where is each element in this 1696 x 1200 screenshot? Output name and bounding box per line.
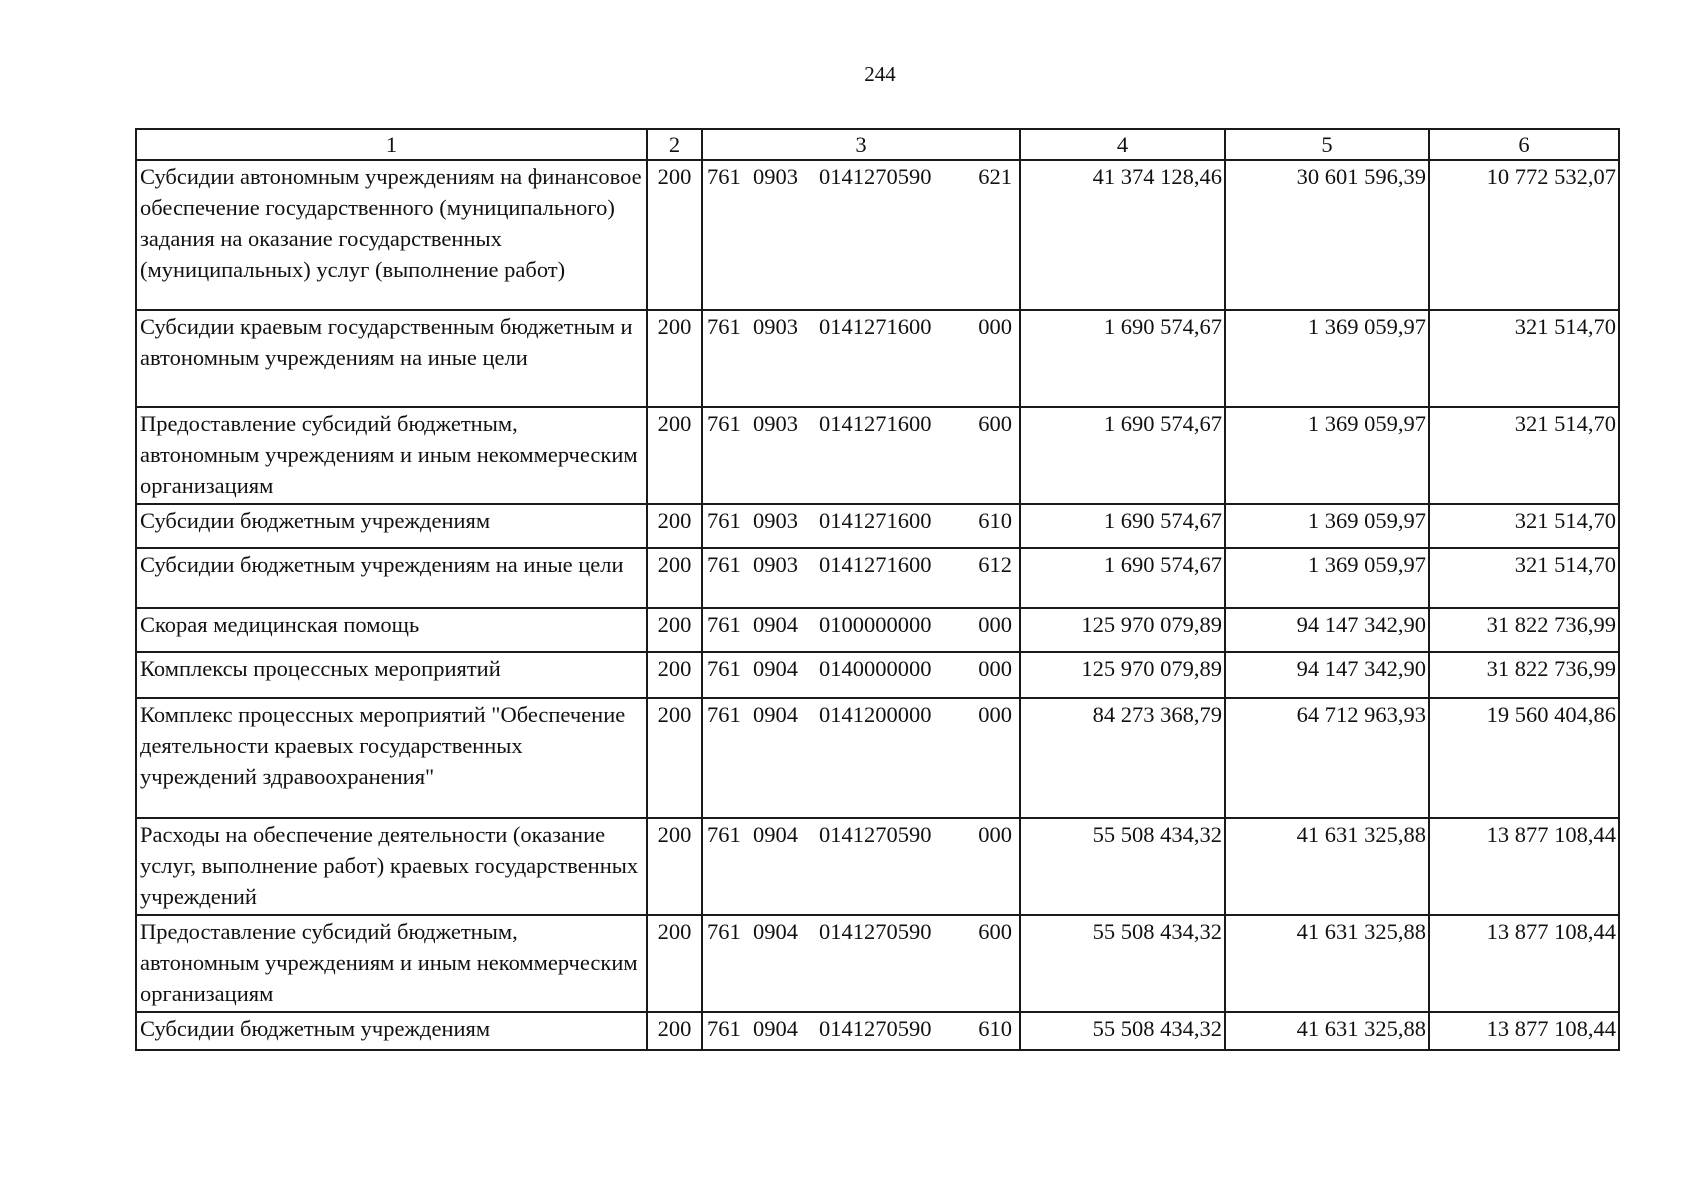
row-col5: 41 631 325,88	[1225, 818, 1429, 915]
row-code-a: 761	[707, 314, 741, 339]
row-code-d: 610	[978, 508, 1012, 533]
row-code-c: 0100000000	[819, 612, 932, 637]
row-code-d: 000	[978, 314, 1012, 339]
row-code-d: 610	[978, 1016, 1012, 1041]
row-name: Субсидии бюджетным учреждениям	[136, 1012, 647, 1050]
table-row	[136, 1012, 1619, 1050]
row-code-cell	[702, 504, 1020, 548]
row-code-d: 621	[978, 164, 1012, 189]
row-code-a: 761	[707, 822, 741, 847]
row-name: Субсидии бюджетным учреждениям	[136, 504, 647, 548]
row-col6: 13 877 108,44	[1429, 915, 1619, 1012]
row-name: Предоставление субсидий бюджетным, автономным учреждениям и иным некоммерческим организациям	[136, 915, 647, 1012]
row-code-d: 612	[978, 552, 1012, 577]
row-col4: 55 508 434,32	[1020, 1012, 1225, 1050]
row-code-d: 000	[978, 612, 1012, 637]
row-code-c: 0141200000	[819, 702, 932, 727]
row-name: Комплексы процессных мероприятий	[136, 652, 647, 698]
page-number: 244	[864, 62, 896, 86]
row-code-cell	[702, 818, 1020, 915]
row-name: Комплекс процессных мероприятий "Обеспечение деятельности краевых государственных учреждений здравоохранения"	[136, 698, 647, 818]
row-code-c: 0141271600	[819, 411, 932, 436]
row-col6: 321 514,70	[1429, 407, 1619, 504]
row-code-a: 761	[707, 552, 741, 577]
row-code-a: 761	[707, 1016, 741, 1041]
row-code-b: 0903	[753, 164, 798, 189]
row-code-b: 0904	[753, 702, 798, 727]
row-col4: 1 690 574,67	[1020, 310, 1225, 407]
header-cell-6: 6	[1429, 129, 1619, 160]
row-col6: 321 514,70	[1429, 548, 1619, 608]
table-row	[136, 407, 1619, 504]
row-code-a: 761	[707, 656, 741, 681]
row-col4: 1 690 574,67	[1020, 504, 1225, 548]
table-row	[136, 818, 1619, 915]
row-code-cell	[702, 915, 1020, 1012]
row-code-b: 0904	[753, 1016, 798, 1041]
row-code-c: 0141270590	[819, 919, 932, 944]
budget-table	[135, 128, 1620, 1051]
row-name: Субсидии бюджетным учреждениям на иные цели	[136, 548, 647, 608]
row-col5: 1 369 059,97	[1225, 310, 1429, 407]
row-code-d: 000	[978, 822, 1012, 847]
row-col5: 1 369 059,97	[1225, 504, 1429, 548]
row-col6: 10 772 532,07	[1429, 160, 1619, 310]
row-code-cell	[702, 652, 1020, 698]
row-name: Скорая медицинская помощь	[136, 608, 647, 652]
header-cell-3: 3	[702, 129, 1020, 160]
row-col4: 55 508 434,32	[1020, 915, 1225, 1012]
row-col5: 1 369 059,97	[1225, 548, 1429, 608]
row-col5: 94 147 342,90	[1225, 608, 1429, 652]
header-cell-4: 4	[1020, 129, 1225, 160]
table-row	[136, 160, 1619, 310]
row-col2: 200	[647, 548, 702, 608]
row-col2: 200	[647, 915, 702, 1012]
row-code-cell	[702, 407, 1020, 504]
row-code-a: 761	[707, 411, 741, 436]
row-col4: 1 690 574,67	[1020, 407, 1225, 504]
row-col6: 13 877 108,44	[1429, 1012, 1619, 1050]
row-code-cell	[702, 160, 1020, 310]
header-cell-5: 5	[1225, 129, 1429, 160]
row-col5: 1 369 059,97	[1225, 407, 1429, 504]
table-row	[136, 310, 1619, 407]
row-col2: 200	[647, 1012, 702, 1050]
row-code-d: 600	[978, 919, 1012, 944]
row-code-a: 761	[707, 702, 741, 727]
row-col2: 200	[647, 608, 702, 652]
row-code-b: 0904	[753, 656, 798, 681]
row-code-b: 0903	[753, 508, 798, 533]
row-col4: 125 970 079,89	[1020, 652, 1225, 698]
row-code-cell	[702, 1012, 1020, 1050]
row-code-d: 600	[978, 411, 1012, 436]
table-row	[136, 504, 1619, 548]
row-code-b: 0904	[753, 822, 798, 847]
table-row	[136, 698, 1619, 818]
row-col2: 200	[647, 407, 702, 504]
header-row	[136, 129, 1619, 160]
row-col5: 41 631 325,88	[1225, 915, 1429, 1012]
header-cell-1: 1	[136, 129, 647, 160]
row-col6: 13 877 108,44	[1429, 818, 1619, 915]
row-code-cell	[702, 608, 1020, 652]
row-code-c: 0141271600	[819, 314, 932, 339]
row-code-c: 0141270590	[819, 822, 932, 847]
row-col2: 200	[647, 652, 702, 698]
row-col4: 55 508 434,32	[1020, 818, 1225, 915]
row-col6: 19 560 404,86	[1429, 698, 1619, 818]
table-row	[136, 548, 1619, 608]
row-code-a: 761	[707, 164, 741, 189]
row-col6: 321 514,70	[1429, 504, 1619, 548]
budget-table-body	[136, 129, 1619, 1050]
row-name: Расходы на обеспечение деятельности (оказание услуг, выполнение работ) краевых государственных учреждений	[136, 818, 647, 915]
row-col2: 200	[647, 818, 702, 915]
row-col6: 31 822 736,99	[1429, 652, 1619, 698]
row-code-cell	[702, 548, 1020, 608]
row-code-c: 0141270590	[819, 1016, 932, 1041]
table-row	[136, 608, 1619, 652]
table-row	[136, 915, 1619, 1012]
row-code-cell	[702, 698, 1020, 818]
header-cell-2: 2	[647, 129, 702, 160]
row-code-c: 0141271600	[819, 508, 932, 533]
row-name: Субсидии краевым государственным бюджетным и автономным учреждениям на иные цели	[136, 310, 647, 407]
row-code-b: 0903	[753, 314, 798, 339]
table-row	[136, 652, 1619, 698]
row-name: Субсидии автономным учреждениям на финансовое обеспечение государственного (муниципального) задания на оказание государственных (муниципальных) услуг (выполнение работ)	[136, 160, 647, 310]
row-col2: 200	[647, 160, 702, 310]
row-code-d: 000	[978, 702, 1012, 727]
row-code-a: 761	[707, 919, 741, 944]
row-code-c: 0141270590	[819, 164, 932, 189]
row-col5: 94 147 342,90	[1225, 652, 1429, 698]
row-col5: 64 712 963,93	[1225, 698, 1429, 818]
row-code-b: 0904	[753, 919, 798, 944]
row-code-d: 000	[978, 656, 1012, 681]
row-col2: 200	[647, 698, 702, 818]
row-code-b: 0904	[753, 612, 798, 637]
row-code-c: 0140000000	[819, 656, 932, 681]
row-code-cell	[702, 310, 1020, 407]
row-code-a: 761	[707, 612, 741, 637]
row-col4: 1 690 574,67	[1020, 548, 1225, 608]
row-name: Предоставление субсидий бюджетным, автономным учреждениям и иным некоммерческим организациям	[136, 407, 647, 504]
row-code-a: 761	[707, 508, 741, 533]
row-col6: 31 822 736,99	[1429, 608, 1619, 652]
row-col2: 200	[647, 310, 702, 407]
row-col4: 125 970 079,89	[1020, 608, 1225, 652]
row-code-b: 0903	[753, 411, 798, 436]
row-col6: 321 514,70	[1429, 310, 1619, 407]
row-col5: 30 601 596,39	[1225, 160, 1429, 310]
row-col4: 41 374 128,46	[1020, 160, 1225, 310]
row-col4: 84 273 368,79	[1020, 698, 1225, 818]
row-code-c: 0141271600	[819, 552, 932, 577]
row-col2: 200	[647, 504, 702, 548]
row-code-b: 0903	[753, 552, 798, 577]
row-col5: 41 631 325,88	[1225, 1012, 1429, 1050]
